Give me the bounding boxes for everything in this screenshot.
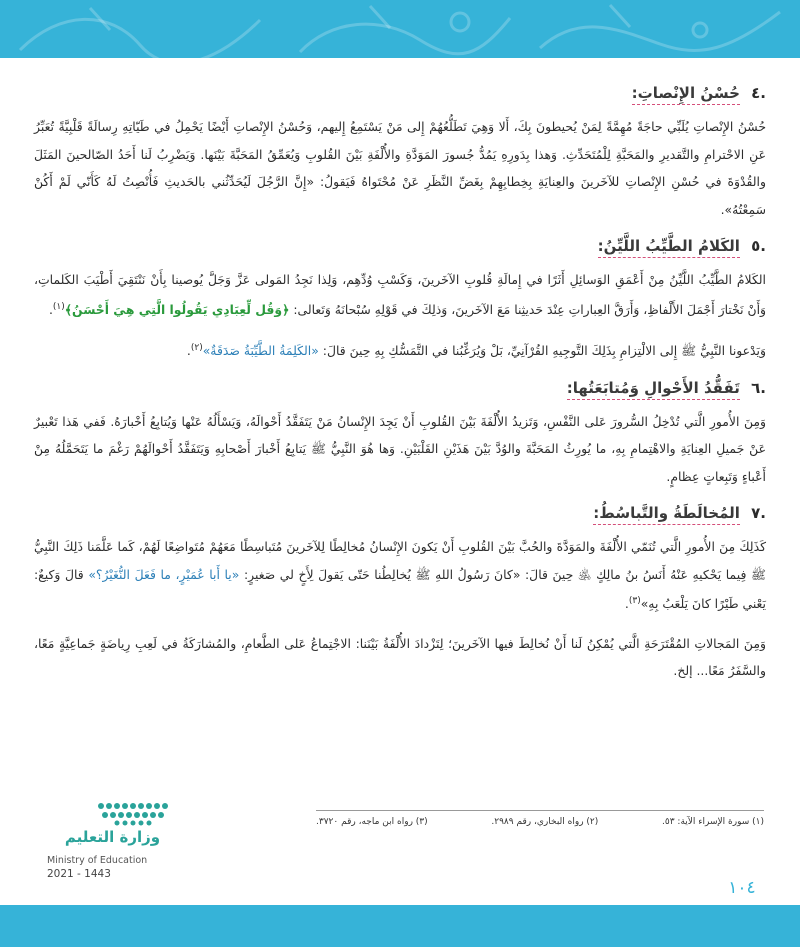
paragraph-text: قالَ وَكيعٌ: يَعْني طَيْرًا كانَ يَلْعَبُ بِهِ» bbox=[34, 566, 766, 612]
top-header-band bbox=[0, 0, 800, 58]
footnote-ref: (٢) bbox=[190, 343, 203, 354]
ministry-name-english: Ministry of Education bbox=[47, 855, 148, 866]
footnote-ref: (٣) bbox=[628, 596, 641, 607]
section-7-paragraph-2: وَمِنَ المَجالاتِ المُقْتَرَحَةِ الَّتي يُمْكِنُ لَنا أَنْ نُخالِطَ فيها الآخَرينَ؛ لِتَزْدادَ الأُلْفَةُ بَيْنَنا: الاجْتِماعُ عَلى الطَّعامِ، والمُشارَكَةُ في لَعِبِ رِياضَةٍ جَماعِيَّةٍ مَعًا، والسَّفَرُ مَعًا... إلخ. bbox=[34, 635, 766, 679]
section-4-paragraph: حُسْنُ الإِنْصاتِ يُلَبِّي حاجَةً مُهِمَّةً لِمَنْ يُحيطونَ بِكَ، أَلا وَهِيَ تَطَلُّعُهُمْ إِلى مَنْ يَسْتَمِعُ إِليهم، وَحُسْنُ الإِنْصاتِ أَيْضًا يَحْمِلُ في طَيّاتِهِ رِسالَةً قَلْبِيَّةً تُعَبِّرُ عَنِ الاحْترامِ والتَّقديرِ والمَحَبَّةِ لِلْمُتَحَدِّثِ. وَهذا بِدَورِهِ يَمُدُّ جُسورَ المَوَدَّةِ والأُلْفَةِ بَيْنَ القُلوبِ وَيُعَمِّقُ المَحَبَّةَ بَيْنَها. وَيَضْرِبُ لَنا أَحَدُ الصّالحينَ المَثَلَ والقُدْوَةَ في حُسْنِ الإِنْصاتِ للآخَرينَ والعِنايَةِ بِخِطابِهِمْ بِغَضِّ النَّظَرِ عَنْ مُحْتَواهُ فَيَقولُ: «إِنَّ الرَّجُلَ لَيُحَدِّثُني بالحَديثِ فَأُنْصِتُ لَهُ كَأَنّي لَمْ أَكُنْ سَمِعْتُهُ». bbox=[34, 119, 766, 217]
paragraph-text: وَيَدْعونا النَّبِيُّ ﷺ إِلى الالْتِزامِ بِذَلِكَ التَّوجِيهِ القُرْآنِيِّ، بَلْ وَيُرَغِّبُنا في التَّمَسُّكِ بِهِ حِينَ قالَ: bbox=[322, 343, 766, 359]
ministry-dots-icon bbox=[95, 798, 175, 826]
bottom-footer-band bbox=[0, 905, 800, 947]
page-number: ١٠٤ bbox=[728, 878, 756, 898]
section-heading-5 bbox=[34, 235, 766, 257]
section-number: .٦ bbox=[751, 378, 766, 397]
section-title: المُخالَطَةُ والتَّباسُطُ: bbox=[593, 504, 740, 525]
section-title: حُسْنُ الإِنْصاتِ: bbox=[632, 84, 740, 105]
paragraph-text: كَذَلِكَ مِنَ الأُمورِ الَّتي تُنَمّي الأُلْفَةَ والمَوَدَّةَ والحُبَّ بَيْنَ القُلوبِ أَنْ يَكونَ الإِنْسانُ مُخالِطًا لِلآخَرينَ مُتَباسِطًا مَعَهُمْ مُتَواضِعًا لَهُمْ، كَما عَلَّمَنا ذَلِكَ النَّبِيُّ ﷺ فِيما يَحْكيهِ عَنْهُ أَنَسُ بنُ مالِكٍ ﵁ حِينَ قالَ: «كانَ رَسُولُ اللهِ ﷺ يُخالِطُنا حَتّى يَقولَ لِأَخٍ لي صَغيرٍ: bbox=[34, 539, 766, 582]
section-6-paragraph: وَمِنَ الأُمورِ الَّتي تُدْخِلُ السُّرورَ عَلى النَّفْسِ، وَتَزيدُ الأُلْفَةَ بَيْنَ القُلوبِ أَنْ يَجِدَ الإِنْسانُ مَنْ يَتَفَقَّدُ أَحْوالَهُ، وَيَسْأَلُهُ عَنْها وَيُتابِعُ أَخْبارَهُ. فَفي هَذا تَعْبيرٌ عَنْ جَميلِ العِنايَةِ والاهْتِمامِ بِهِ، ما يُورِثُ المَحَبَّةَ والوُدَّ بَيْنَ هَذَيْنِ القَلْبَيْنِ. وَها هُوَ النَّبِيُّ ﷺ يَتابِعُ أَخْبارَ أَصْحابِهِ وَيَتَفَقَّدُ أَحْوالَهُمْ رَغْمَ ما يَتَحَمَّلُهُ مِنْ أَعْباءٍ وَتَبِعاتٍ عِظامٍ. bbox=[34, 413, 766, 484]
footnote-3: (٣) رواه ابن ماجه، رقم ٣٧٢٠. bbox=[316, 817, 428, 827]
quran-verse: ﴿وَقُل لِّعِبَادِي يَقُولُوا الَّتِي هِيَ أَحْسَنُ﴾ bbox=[64, 301, 290, 317]
footnote-ref: (١) bbox=[52, 301, 65, 312]
paragraph-text: الكَلامُ الطَّيِّبُ اللَّيِّنُ مِنْ أَعْمَقِ الوَسائِلِ أَثَرًا في إِمالَةِ قُلوبِ الآخَرينَ، وَكَسْبِ وُدِّهِم، وَلِذا نَجِدُ المَولى عَزَّ وَجَلَّ يُوصينا بِأَنْ نَنْتَقِيَ أَطْيَبَ الكَلماتِ، وَأَنْ نَخْتارَ أَجْمَلَ الأَلْفاظِ، وَأَرَقَّ العِباراتِ عِنْدَ حَديثِنا مَعَ الآخَرينَ، وَذلِكَ في قَوْلِهِ سُبْحانَهُ وَتَعالى: bbox=[34, 272, 766, 317]
section-title: الكَلامُ الطَّيِّبُ اللَّيِّنُ: bbox=[598, 237, 740, 258]
footnote-1: (١) سورة الإسراء الآية: ٥٣. bbox=[662, 817, 764, 827]
section-heading-7 bbox=[34, 502, 766, 524]
page-content bbox=[34, 82, 766, 697]
edition-years: 2021 - 1443 bbox=[47, 868, 111, 880]
calligraphy-pattern-icon bbox=[0, 0, 800, 58]
section-number: .٥ bbox=[751, 237, 766, 255]
section-title: تَفَقُّدُ الأَحْوالِ وَمُتابَعَتُها: bbox=[567, 379, 740, 400]
section-heading-4 bbox=[34, 82, 766, 104]
section-heading-6 bbox=[34, 377, 766, 399]
hadith-quote: «يا أَبا عُمَيْرٍ، ما فَعَلَ النُّغَيْرُ؟» bbox=[88, 566, 240, 582]
hadith-quote: «الكَلِمَةُ الطَّيِّبَةُ صَدَقَةٌ» bbox=[202, 343, 319, 359]
section-5-paragraph-2: وَيَدْعونا النَّبِيُّ ﷺ إِلى الالْتِزامِ بِذَلِكَ التَّوجِيهِ القُرْآنِيِّ، بَلْ وَيُرَغِّبُنا في التَّمَسُّكِ بِهِ حِينَ قالَ: «الكَلِمَةُ الطَّيِّبَةُ صَدَقَةٌ»$^{(٢)}$. bbox=[186, 343, 766, 359]
section-7-paragraph-1: كَذَلِكَ مِنَ الأُمورِ الَّتي تُنَمّي الأُلْفَةَ والمَوَدَّةَ والحُبَّ بَيْنَ القُلوبِ أَنْ يَكونَ الإِنْسانُ مُخالِطًا لِلآخَرينَ مُتَباسِطًا مَعَهُمْ مُتَواضِعًا لَهُمْ، كَما عَلَّمَنا ذَلِكَ النَّبِيُّ ﷺ فِيما يَحْكيهِ عَنْهُ أَنَسُ بنُ مالِكٍ ﵁ حِينَ قالَ: «كانَ رَسُولُ اللهِ ﷺ يُخالِطُنا حَتّى يَقولَ لِأَخٍ لي صَغيرٍ: «يا أَبا عُمَيْرٍ، ما فَعَلَ النُّغَيْرُ؟» قالَ وَكيعٌ: يَعْني طَيْرًا كانَ يَلْعَبُ بِهِ»$^{(٣)}$. bbox=[34, 539, 766, 612]
section-number: .٧ bbox=[751, 504, 766, 523]
ministry-name-arabic: وزارة التعليم bbox=[64, 828, 161, 846]
section-number: .٤ bbox=[751, 84, 766, 102]
ministry-logo bbox=[45, 798, 185, 888]
footnote-2: (٢) رواه البخاري، رقم ٢٩٨٩. bbox=[491, 817, 599, 827]
footnotes bbox=[316, 810, 764, 827]
section-5-paragraph-1: الكَلامُ الطَّيِّبُ اللَّيِّنُ مِنْ أَعْمَقِ الوَسائِلِ أَثَرًا في إِمالَةِ قُلوبِ الآخَرينَ، وَكَسْبِ وُدِّهِم، وَلِذا نَجِدُ المَولى عَزَّ وَجَلَّ يُوصينا بِأَنْ نَنْتَقِيَ أَطْيَبَ الكَلماتِ، وَأَنْ نَخْتارَ أَجْمَلَ الأَلْفاظِ، وَأَرَقَّ العِباراتِ عِنْدَ حَديثِنا مَعَ الآخَرينَ، وَذلِكَ في قَوْلِهِ سُبْحانَهُ وَتَعالى: ﴿وَقُل لِّعِبَادِي يَقُولُوا الَّتِي هِيَ أَحْسَنُ﴾$^{(١)}$. bbox=[34, 272, 766, 317]
